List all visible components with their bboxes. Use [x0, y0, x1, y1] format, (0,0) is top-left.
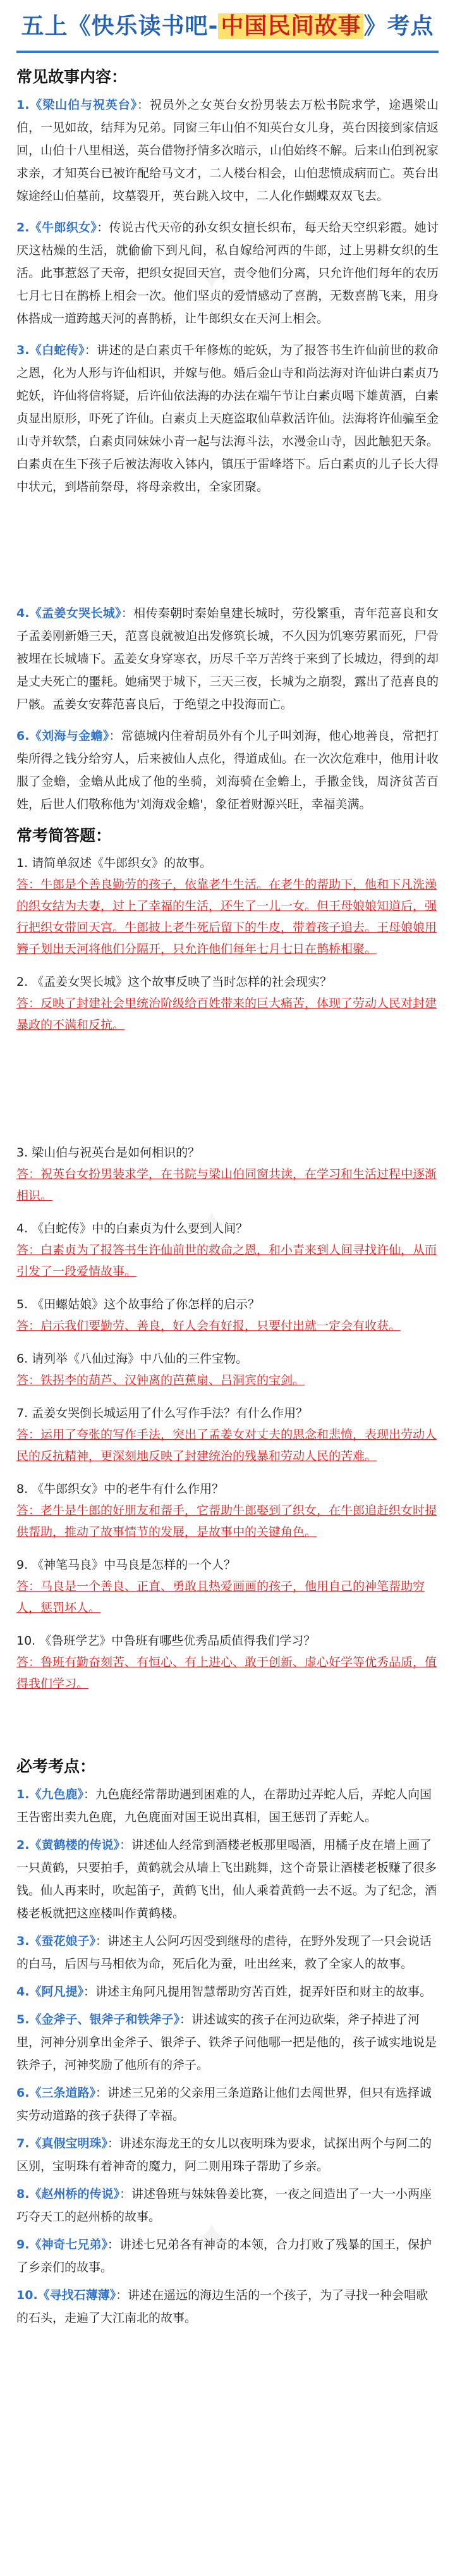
point-text: ：讲述仙人经常到酒楼老板那里喝酒，用橘子皮在墙上画了一只黄鹤，只要拍手，黄鹤就会从墙上飞出跳舞，这个奇景让酒楼老板赚了很多钱。仙人再来时，吹起笛子，黄鹤飞出，仙人乘着黄鹤一去不返。为了纪念，酒楼老板就把这座楼叫作黄鹤楼。 — [16, 1838, 437, 1920]
point-name: 5.《金斧子、银斧子和铁斧子》 — [16, 2013, 179, 2027]
story-text: ：相传秦朝时秦始皇建长城时，劳役繁重，青年范喜良和女子孟姜刚新婚三天，范喜良就被迫出发修筑长城，不久因为饥寒劳累而死，尸骨被埋在长城墙下。孟姜女身穿寒衣，历尽千辛万苦终于来到了长城边，得到的却是丈夫死亡的噩耗。她痛哭于城下，三天三夜，长城为之崩裂，露出了范喜良的尸骸。孟姜女安葬范喜良后，于绝望之中投海而亡。 — [16, 606, 439, 711]
point-text: ：讲述三兄弟的父亲用三条道路让他们去闯世界，但只有选择诚实劳动道路的孩子获得了幸福。 — [16, 2086, 432, 2123]
answer: 答：启示我们要勤劳、善良，好人会有好报，只要付出就一定会有收获。 — [16, 1319, 401, 1333]
story-text: ：讲述的是白素贞千年修炼的蛇妖，为了报答书生许仙前世的救命之恩，化为人形与许仙相识，并嫁与他。婚后金山寺和尚法海对许仙讲白素贞乃蛇妖，许仙将信将疑，后许仙依法海的办法在端午节让白素贞喝下雄黄酒，白素贞显出原形，吓死了许仙。白素贞上天庭盗取仙草救活许仙。法海将许仙骗至金山寺并软禁，白素贞同妹妹小青一起与法海斗法，水漫金山寺，因此触犯天条。白素贞在生下孩子后被法海收入钵内，镇压于雷峰塔下。后白素贞的儿子长大得中状元，到塔前祭母，将母亲救出，全家团聚。 — [16, 343, 439, 494]
story-text: ：常德城内住着胡员外有个儿子叫刘海，他心地善良，常把打柴所得之钱分给穷人，后来被仙人点化，得道成仙。在一次次危难中，他用计收服了金蟾，金蟾从此成了他的坐骑，刘海骑在金蟾上，手撒金钱，周济贫苦百姓，后世人们敬称他为'刘海戏金蟾'，象征着财源兴旺，幸福美满。 — [16, 729, 439, 811]
qa-item — [16, 852, 439, 960]
qa-item — [16, 1294, 439, 1337]
question: 8. 《牛郎织女》中的老牛有什么作用？ — [16, 1482, 224, 1496]
qa-item — [16, 1218, 439, 1282]
point-name: 4.《阿凡提》 — [16, 1985, 83, 1999]
page-title — [21, 13, 434, 39]
story-name: 4.《孟姜女哭长城》 — [16, 606, 121, 620]
point-item — [16, 1930, 439, 1975]
answer: 答：运用了夸张的写作手法，突出了孟姜女对丈夫的思念和悲愤，表现出劳动人民的反抗精神，更深刻地反映了封建统治的残暴和劳动人民的苦难。 — [16, 1428, 437, 1463]
answer: 答：老牛是牛郎的好朋友和帮手，它帮助牛郎娶到了织女，在牛郎追赶织女时提供帮助，推动了故事情节的发展，是故事中的关键角色。 — [16, 1504, 437, 1539]
story-name: 1.《梁山伯与祝英台》 — [16, 98, 138, 112]
point-name: 10.《寻找石薄薄》 — [16, 2288, 116, 2302]
qa-item — [16, 1478, 439, 1543]
point-text: ：九色鹿经常帮助遇到困难的人，在帮助过弄蛇人后，弄蛇人向国王告密出卖九色鹿，九色鹿面对国王说出真相，国王惩罚了弄蛇人。 — [16, 1788, 432, 1824]
qa-item — [16, 1554, 439, 1619]
title-post: 》考点 — [363, 13, 434, 39]
qa-item — [16, 1630, 439, 1695]
question: 1. 请简单叙述《牛郎织女》的故事。 — [16, 856, 212, 870]
question: 10. 《鲁班学艺》中鲁班有哪些优秀品质值得我们学习？ — [16, 1634, 316, 1648]
point-text: ：讲述主人公阿巧因受到继母的虐待，在野外发现了一只会说话的白马，后因与马相依为命，死后化为蚕，吐出丝来，救了全家人的故事。 — [16, 1934, 432, 1971]
section-heading-qa: 常考简答题： — [16, 826, 112, 845]
title-highlight: 中国民间故事 — [218, 13, 363, 39]
question: 6. 请列举《八仙过海》中八仙的三件宝物。 — [16, 1352, 248, 1366]
qa-item — [16, 1142, 439, 1206]
qa-item — [16, 971, 439, 1036]
point-text: ：讲述主角阿凡提用智慧帮助穷苦百姓，捉弄奸臣和财主的故事。 — [83, 1985, 432, 1999]
page-gap — [16, 1706, 439, 1755]
answer: 答：铁拐李的葫芦、汉钟离的芭蕉扇、吕洞宾的宝剑。 — [16, 1373, 305, 1387]
question: 7. 孟姜女哭倒长城运用了什么写作手法？有什么作用？ — [16, 1406, 308, 1420]
story-name: 6.《刘海与金蟾》 — [16, 729, 109, 743]
point-name: 8.《赵州桥的传说》 — [16, 2187, 119, 2201]
title-pre: 五上《快乐读书吧- — [21, 13, 219, 39]
answer: 答：白素贞为了报答书生许仙前世的救命之恩，和小青来到人间寻找许仙，从而引发了一段爱情故事。 — [16, 1243, 437, 1279]
point-name: 9.《神奇七兄弟》 — [16, 2238, 107, 2252]
watermark-mark: ✦ — [195, 2214, 229, 2261]
title-banner — [16, 9, 439, 53]
point-item — [16, 1980, 439, 2003]
watermark-mark: ✦ — [195, 254, 229, 301]
story-item — [16, 339, 439, 498]
point-text: ：讲述诚实的孩子在河边砍柴，斧子掉进了河里，河神分别拿出金斧子、银斧子、铁斧子问他哪一把是他的，孩子诚实地说是铁斧子，河神奖励了他所有的斧子。 — [16, 2013, 437, 2072]
point-item — [16, 1783, 439, 1829]
story-item — [16, 94, 439, 207]
story-item — [16, 216, 439, 330]
question: 9. 《神笔马良》中马良是怎样的一个人？ — [16, 1558, 236, 1572]
point-item — [16, 2008, 439, 2076]
story-item — [16, 725, 439, 816]
story-item — [16, 602, 439, 716]
section-heading-stories: 常见故事内容： — [16, 68, 128, 86]
point-name: 2.《黄鹤楼的传说》 — [16, 1838, 119, 1852]
point-text: ：讲述鲁班与妹妹鲁姜比赛，一夜之间造出了一大一小两座巧夺天工的赵州桥的故事。 — [16, 2187, 432, 2224]
page-gap — [16, 1047, 439, 1142]
point-item — [16, 2233, 439, 2279]
watermark-mark: ✦ — [195, 1203, 229, 1249]
point-name: 6.《三条道路》 — [16, 2086, 95, 2100]
answer: 答：反映了封建社会里统治阶级给百姓带来的巨大痛苦，体现了劳动人民对封建暴政的不满和反抗。 — [16, 997, 437, 1032]
story-text: ：祝员外之女英台女扮男装去万松书院求学，途遇梁山伯，一见如故，结拜为兄弟。同窗三年山伯不知英台女儿身，英台因接到家信返回，山伯十八里相送，英台借物抒情多次暗示，山伯始终不解。后来山伯到祝家求亲，才知英台已被许配给马文才，二人楼台相会，山伯悲愤成病而亡。英台出嫁途经山伯墓前，坟墓裂开，英台跳入坟中，二人化作蝴蝶双双飞去。 — [16, 98, 439, 203]
question: 4. 《白蛇传》中的白素贞为什么要到人间？ — [16, 1222, 248, 1236]
point-name: 7.《真假宝明珠》 — [16, 2137, 107, 2150]
question: 3. 梁山伯与祝英台是如何相识的？ — [16, 1146, 200, 1160]
section-heading-points: 必考考点： — [16, 1757, 96, 1776]
question: 5. 《田螺姑娘》这个故事给了你怎样的启示？ — [16, 1297, 260, 1311]
point-text: ：讲述七兄弟各有神奇的本领，合力打败了残暴的国王，保护了乡亲们的故事。 — [16, 2238, 432, 2274]
point-text: ：讲述在遥远的海边生活的一个孩子，为了寻找一种会唱歌的石头，走遍了大江南北的故事。 — [16, 2288, 428, 2325]
point-item — [16, 1834, 439, 1925]
point-item — [16, 2132, 439, 2178]
page-gap — [16, 507, 439, 602]
answer: 答：鲁班有勤奋刻苦、有恒心、有上进心、敢于创新、虚心好学等优秀品质，值得我们学习。 — [16, 1655, 437, 1691]
point-name: 1.《九色鹿》 — [16, 1788, 83, 1801]
answer: 答：祝英台女扮男装求学，在书院与梁山伯同窗共读，在学习和生活过程中逐渐相识。 — [16, 1167, 437, 1203]
answer: 答：牛郎是个善良勤劳的孩子，依靠老牛生活。在老牛的帮助下，他和下凡洗澡的织女结为夫妻，过上了幸福的生活，还生了一儿一女。但王母娘娘知道后，强行把织女带回天宫。牛郎披上老牛死后留下的牛皮，带着孩子追去。王母娘娘用簪子划出天河将他们分隔开，只允许他们每年七月七日在鹊桥相聚。 — [16, 878, 437, 956]
point-item — [16, 2183, 439, 2228]
story-text: ：传说古代天帝的孙女织女擅长织布，每天给天空织彩霞。她讨厌这枯燥的生活，就偷偷下到凡间，私自嫁给河西的牛郎，过上男耕女织的生活。此事惹怒了天帝，把织女捉回天宫，责令他们分离，只允许他们每年的农历七月七日在鹊桥上相会一次。他们坚贞的爱情感动了喜鹊，无数喜鹊飞来，用身体搭成一道跨越天河的喜鹊桥，让牛郎织女在天河上相会。 — [16, 221, 439, 326]
point-item — [16, 2082, 439, 2127]
question: 2. 《孟姜女哭长城》这个故事反映了当时怎样的社会现实？ — [16, 975, 332, 989]
answer: 答：马良是一个善良、正直、勇敢且热爱画画的孩子，他用自己的神笔帮助穷人，惩罚坏人。 — [16, 1579, 425, 1615]
qa-item — [16, 1402, 439, 1467]
point-name: 3.《蚕花娘子》 — [16, 1934, 95, 1948]
qa-item — [16, 1348, 439, 1391]
point-text: ：讲述东海龙王的女儿以夜明珠为要求，试探出两个与阿二的区别，宝明珠有着神奇的魔力，阿二则用珠子帮助了乡亲。 — [16, 2137, 432, 2173]
story-name: 2.《牛郎织女》 — [16, 221, 97, 235]
story-name: 3.《白蛇传》 — [16, 343, 85, 357]
point-item — [16, 2284, 439, 2329]
